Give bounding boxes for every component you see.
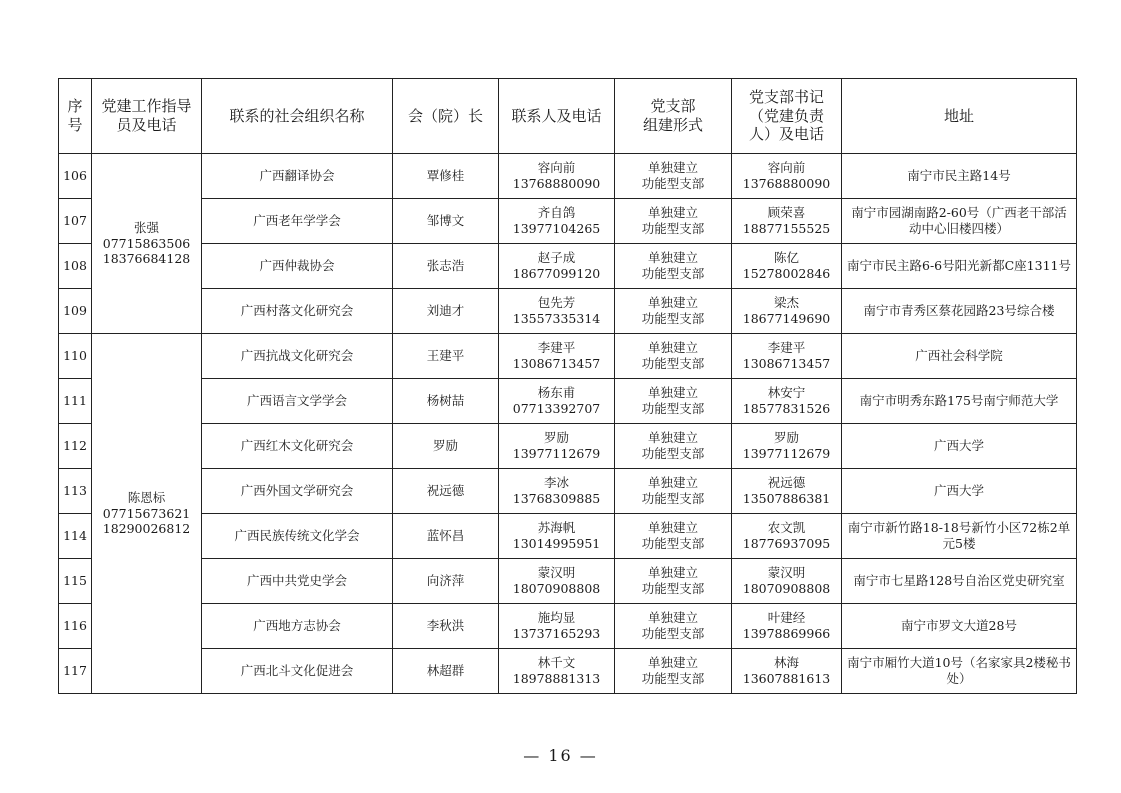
table-row <box>59 244 1077 289</box>
form-cell <box>615 424 732 469</box>
org-name: 广西语言文学学会 <box>202 379 393 424</box>
form-type: 单独建立 <box>647 250 698 266</box>
guide-name: 张强 <box>133 220 159 236</box>
form-type: 单独建立 <box>647 385 698 401</box>
row-number: 116 <box>59 604 92 649</box>
contact-cell <box>499 379 615 424</box>
form-cell <box>615 199 732 244</box>
table-row <box>59 379 1077 424</box>
row-number: 117 <box>59 649 92 694</box>
contact-cell <box>499 199 615 244</box>
table-row <box>59 154 1077 199</box>
org-name: 广西民族传统文化学会 <box>202 514 393 559</box>
header-president: 会（院）长 <box>393 79 499 154</box>
contact-name: 林千文 <box>537 655 576 671</box>
secretary-phone: 13978869966 <box>742 626 831 641</box>
form-kind: 功能型支部 <box>641 266 705 281</box>
form-type: 单独建立 <box>647 655 698 671</box>
president-name: 林超群 <box>393 649 499 694</box>
row-number: 110 <box>59 334 92 379</box>
org-name: 广西仲裁协会 <box>202 244 393 289</box>
form-cell <box>615 334 732 379</box>
form-kind: 功能型支部 <box>641 356 705 371</box>
org-name: 广西老年学学会 <box>202 199 393 244</box>
row-number: 107 <box>59 199 92 244</box>
contact-cell <box>499 289 615 334</box>
secretary-name: 顾荣喜 <box>767 205 806 221</box>
guide-name: 陈恩标 <box>127 490 166 506</box>
guide-phone: 07715673621 <box>102 505 191 521</box>
address-cell: 南宁市七星路128号自治区党史研究室 <box>842 559 1077 604</box>
address-cell: 南宁市新竹路18-18号新竹小区72栋2单元5楼 <box>842 514 1077 559</box>
contact-phone: 07713392707 <box>512 401 601 416</box>
president-name: 邹博文 <box>393 199 499 244</box>
header-contact: 联系人及电话 <box>499 79 615 154</box>
contact-phone: 13977104265 <box>512 221 601 236</box>
contact-phone: 13768309885 <box>512 491 601 506</box>
secretary-cell <box>732 289 842 334</box>
contact-cell <box>499 154 615 199</box>
address-cell: 南宁市青秀区蔡花园路23号综合楼 <box>842 289 1077 334</box>
address-cell: 广西社会科学院 <box>842 334 1077 379</box>
org-name: 广西抗战文化研究会 <box>202 334 393 379</box>
secretary-phone: 18776937095 <box>742 536 831 551</box>
form-kind: 功能型支部 <box>641 626 705 641</box>
table-row <box>59 649 1077 694</box>
secretary-cell <box>732 514 842 559</box>
guide-phone: 18376684128 <box>102 251 191 267</box>
contact-name: 包先芳 <box>537 295 576 311</box>
form-cell <box>615 469 732 514</box>
form-kind: 功能型支部 <box>641 446 705 461</box>
contact-name: 容向前 <box>537 160 576 176</box>
table-row <box>59 514 1077 559</box>
secretary-cell <box>732 469 842 514</box>
secretary-name: 林海 <box>773 655 799 671</box>
row-number: 109 <box>59 289 92 334</box>
form-kind: 功能型支部 <box>641 311 705 326</box>
row-number: 113 <box>59 469 92 514</box>
president-name: 蓝怀昌 <box>393 514 499 559</box>
contact-phone: 13977112679 <box>512 446 601 461</box>
address-cell: 广西大学 <box>842 424 1077 469</box>
contact-cell <box>499 334 615 379</box>
secretary-phone: 18070908808 <box>742 581 831 596</box>
form-type: 单独建立 <box>647 430 698 446</box>
secretary-name: 林安宁 <box>767 385 806 401</box>
page-number: 16 <box>548 746 573 765</box>
org-name: 广西地方志协会 <box>202 604 393 649</box>
president-name: 李秋洪 <box>393 604 499 649</box>
president-name: 祝远德 <box>393 469 499 514</box>
guide-phone: 07715863506 <box>102 235 191 251</box>
contact-phone: 18978881313 <box>512 671 601 686</box>
secretary-name: 罗励 <box>773 430 799 446</box>
row-number: 112 <box>59 424 92 469</box>
row-number: 108 <box>59 244 92 289</box>
form-cell <box>615 154 732 199</box>
secretary-phone: 18677149690 <box>742 311 831 326</box>
contact-name: 蒙汉明 <box>537 565 576 581</box>
org-name: 广西翻译协会 <box>202 154 393 199</box>
contact-phone: 13557335314 <box>512 311 601 326</box>
address-cell: 南宁市民主路6-6号阳光新都C座1311号 <box>842 244 1077 289</box>
president-name: 杨树喆 <box>393 379 499 424</box>
header-seq: 序 号 <box>59 79 92 154</box>
form-kind: 功能型支部 <box>641 671 705 686</box>
table-row <box>59 469 1077 514</box>
row-number: 106 <box>59 154 92 199</box>
contact-cell <box>499 604 615 649</box>
secretary-name: 祝远德 <box>767 475 806 491</box>
secretary-phone: 13507886381 <box>742 491 831 506</box>
president-name: 罗励 <box>393 424 499 469</box>
contact-phone: 18677099120 <box>512 266 601 281</box>
secretary-name: 容向前 <box>767 160 806 176</box>
contact-cell <box>499 244 615 289</box>
form-type: 单独建立 <box>647 340 698 356</box>
address-cell: 南宁市园湖南路2-60号（广西老干部活动中心旧楼四楼） <box>842 199 1077 244</box>
org-name: 广西红木文化研究会 <box>202 424 393 469</box>
table-row <box>59 199 1077 244</box>
guide-cell <box>92 154 202 334</box>
contact-name: 罗励 <box>543 430 569 446</box>
row-number: 115 <box>59 559 92 604</box>
president-name: 张志浩 <box>393 244 499 289</box>
page-footer <box>0 746 1121 765</box>
contact-name: 齐自鸽 <box>537 205 576 221</box>
guide-cell <box>92 334 202 694</box>
address-cell: 广西大学 <box>842 469 1077 514</box>
footer-dash-right: — <box>579 746 598 765</box>
form-kind: 功能型支部 <box>641 491 705 506</box>
secretary-cell <box>732 334 842 379</box>
header-guide: 党建工作指导 员及电话 <box>92 79 202 154</box>
contact-name: 施均显 <box>537 610 576 626</box>
form-type: 单独建立 <box>647 565 698 581</box>
table-row <box>59 559 1077 604</box>
contact-cell <box>499 649 615 694</box>
header-row <box>59 79 1077 154</box>
contact-name: 李建平 <box>537 340 576 356</box>
secretary-phone: 13768880090 <box>742 176 831 191</box>
form-type: 单独建立 <box>647 520 698 536</box>
secretary-name: 叶建经 <box>767 610 806 626</box>
table-row <box>59 604 1077 649</box>
table-row <box>59 424 1077 469</box>
secretary-cell <box>732 199 842 244</box>
contact-name: 赵子成 <box>537 250 576 266</box>
form-type: 单独建立 <box>647 205 698 221</box>
form-type: 单独建立 <box>647 475 698 491</box>
president-name: 覃修桂 <box>393 154 499 199</box>
form-type: 单独建立 <box>647 610 698 626</box>
form-cell <box>615 379 732 424</box>
contact-cell <box>499 469 615 514</box>
form-kind: 功能型支部 <box>641 581 705 596</box>
secretary-cell <box>732 424 842 469</box>
form-type: 单独建立 <box>647 295 698 311</box>
secretary-phone: 13086713457 <box>742 356 831 371</box>
contact-phone: 13737165293 <box>512 626 601 641</box>
footer-dash-left: — <box>523 746 542 765</box>
header-form: 党支部 组建形式 <box>615 79 732 154</box>
contact-name: 杨东甫 <box>537 385 576 401</box>
secretary-cell <box>732 559 842 604</box>
org-name: 广西村落文化研究会 <box>202 289 393 334</box>
table-row <box>59 334 1077 379</box>
table-row <box>59 289 1077 334</box>
contact-cell <box>499 559 615 604</box>
form-cell <box>615 244 732 289</box>
form-kind: 功能型支部 <box>641 536 705 551</box>
secretary-cell <box>732 154 842 199</box>
row-number: 111 <box>59 379 92 424</box>
secretary-name: 陈亿 <box>773 250 799 266</box>
header-org: 联系的社会组织名称 <box>202 79 393 154</box>
contact-name: 李冰 <box>543 475 569 491</box>
secretary-cell <box>732 604 842 649</box>
address-cell: 南宁市罗文大道28号 <box>842 604 1077 649</box>
president-name: 刘迪才 <box>393 289 499 334</box>
guide-phone: 18290026812 <box>102 521 191 537</box>
contact-phone: 18070908808 <box>512 581 601 596</box>
org-name: 广西外国文学研究会 <box>202 469 393 514</box>
form-cell <box>615 289 732 334</box>
secretary-name: 蒙汉明 <box>767 565 806 581</box>
form-kind: 功能型支部 <box>641 176 705 191</box>
form-kind: 功能型支部 <box>641 221 705 236</box>
secretary-phone: 18877155525 <box>742 221 831 236</box>
secretary-name: 农文凯 <box>767 520 806 536</box>
secretary-phone: 13607881613 <box>742 671 831 686</box>
address-cell: 南宁市民主路14号 <box>842 154 1077 199</box>
form-cell <box>615 649 732 694</box>
form-type: 单独建立 <box>647 160 698 176</box>
address-cell: 南宁市明秀东路175号南宁师范大学 <box>842 379 1077 424</box>
contact-cell <box>499 514 615 559</box>
org-name: 广西中共党史学会 <box>202 559 393 604</box>
form-cell <box>615 559 732 604</box>
contact-name: 苏海帆 <box>537 520 576 536</box>
form-cell <box>615 514 732 559</box>
form-kind: 功能型支部 <box>641 401 705 416</box>
secretary-cell <box>732 649 842 694</box>
row-number: 114 <box>59 514 92 559</box>
contact-cell <box>499 424 615 469</box>
president-name: 向济萍 <box>393 559 499 604</box>
header-secretary: 党支部书记 （党建负责 人）及电话 <box>732 79 842 154</box>
secretary-cell <box>732 379 842 424</box>
secretary-name: 梁杰 <box>773 295 799 311</box>
form-cell <box>615 604 732 649</box>
contact-phone: 13014995951 <box>512 536 601 551</box>
secretary-phone: 15278002846 <box>742 266 831 281</box>
secretary-phone: 13977112679 <box>742 446 831 461</box>
contact-phone: 13768880090 <box>512 176 601 191</box>
secretary-name: 李建平 <box>767 340 806 356</box>
party-building-table <box>58 78 1077 694</box>
secretary-phone: 18577831526 <box>742 401 831 416</box>
president-name: 王建平 <box>393 334 499 379</box>
contact-phone: 13086713457 <box>512 356 601 371</box>
org-name: 广西北斗文化促进会 <box>202 649 393 694</box>
secretary-cell <box>732 244 842 289</box>
header-address: 地址 <box>842 79 1077 154</box>
address-cell: 南宁市厢竹大道10号（名家家具2楼秘书处） <box>842 649 1077 694</box>
